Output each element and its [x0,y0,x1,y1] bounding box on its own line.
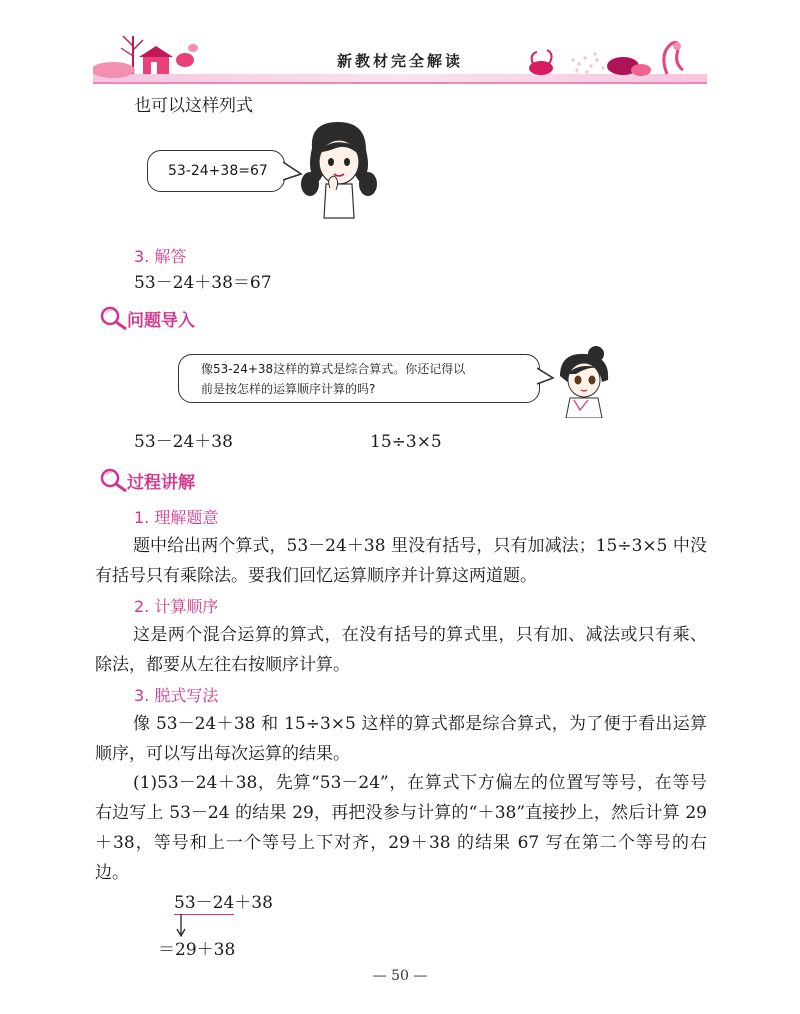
bubble-2-line-2: 前是按怎样的运算顺序计算的吗? [201,382,376,396]
section-title-wenti: 问题导入 [127,311,195,331]
sub3-paragraph-1: 像 53－24＋38 和 15÷3×5 这样的算式都是综合算式，为了便于看出运算顺序，可以写出每次运算的结果。 [95,714,707,764]
section-title-guocheng: 过程讲解 [127,473,195,493]
down-arrow-icon [175,914,187,938]
work-line-1 [174,893,273,913]
answer-heading: 3. 解答 [134,247,187,266]
answer-formula: 53－24＋38＝67 [134,273,272,293]
bubble-1-text: 53-24+38=67 [168,163,268,179]
speech-bubble-2 [178,354,540,403]
work-underlined-part: 53－24 [174,893,235,913]
expression-left: 53－24＋38 [134,432,233,452]
page-header-title: 新教材完全解读 [336,52,463,70]
intro-text: 也可以这样列式 [134,96,253,116]
sub2-paragraph: 这是两个混合运算的算式，在没有括号的算式里，只有加、减法或只有乘、除法，都要从左往右按顺序计算。 [95,625,707,675]
page-number: — 50 — [372,968,428,984]
work-line-2: ＝29＋38 [158,940,236,960]
work-remaining-part: ＋38 [234,893,273,913]
sub3-heading: 3. 脱式写法 [134,686,219,705]
sub1-heading: 1. 理解题意 [134,508,219,527]
sub3-paragraph-2: (1)53－24＋38，先算“53－24”，在算式下方偏左的位置写等号，在等号右边写上 53－24 的结果 29，再把没参与计算的“＋38”直接抄上，然后计算 29＋38，等号和上一个等号上下对齐，29＋38 的结果 67 写在第二个等号的右边。 [95,773,707,883]
magnifier-icon [99,467,129,493]
girl-thinking-icon [552,344,618,418]
girl-illustration-icon [296,118,382,222]
speech-bubble-1 [147,150,285,192]
sub1-paragraph: 题中给出两个算式，53－24＋38 里没有括号，只有加减法；15÷3×5 中没有括号只有乘除法。要我们回忆运算顺序并计算这两道题。 [95,536,707,586]
bubble-2-line-1: 像53-24+38这样的算式是综合算式。你还记得以 [201,362,466,376]
sub2-heading: 2. 计算顺序 [134,597,219,616]
magnifier-icon [99,305,129,331]
expression-right: 15÷3×5 [370,432,442,452]
